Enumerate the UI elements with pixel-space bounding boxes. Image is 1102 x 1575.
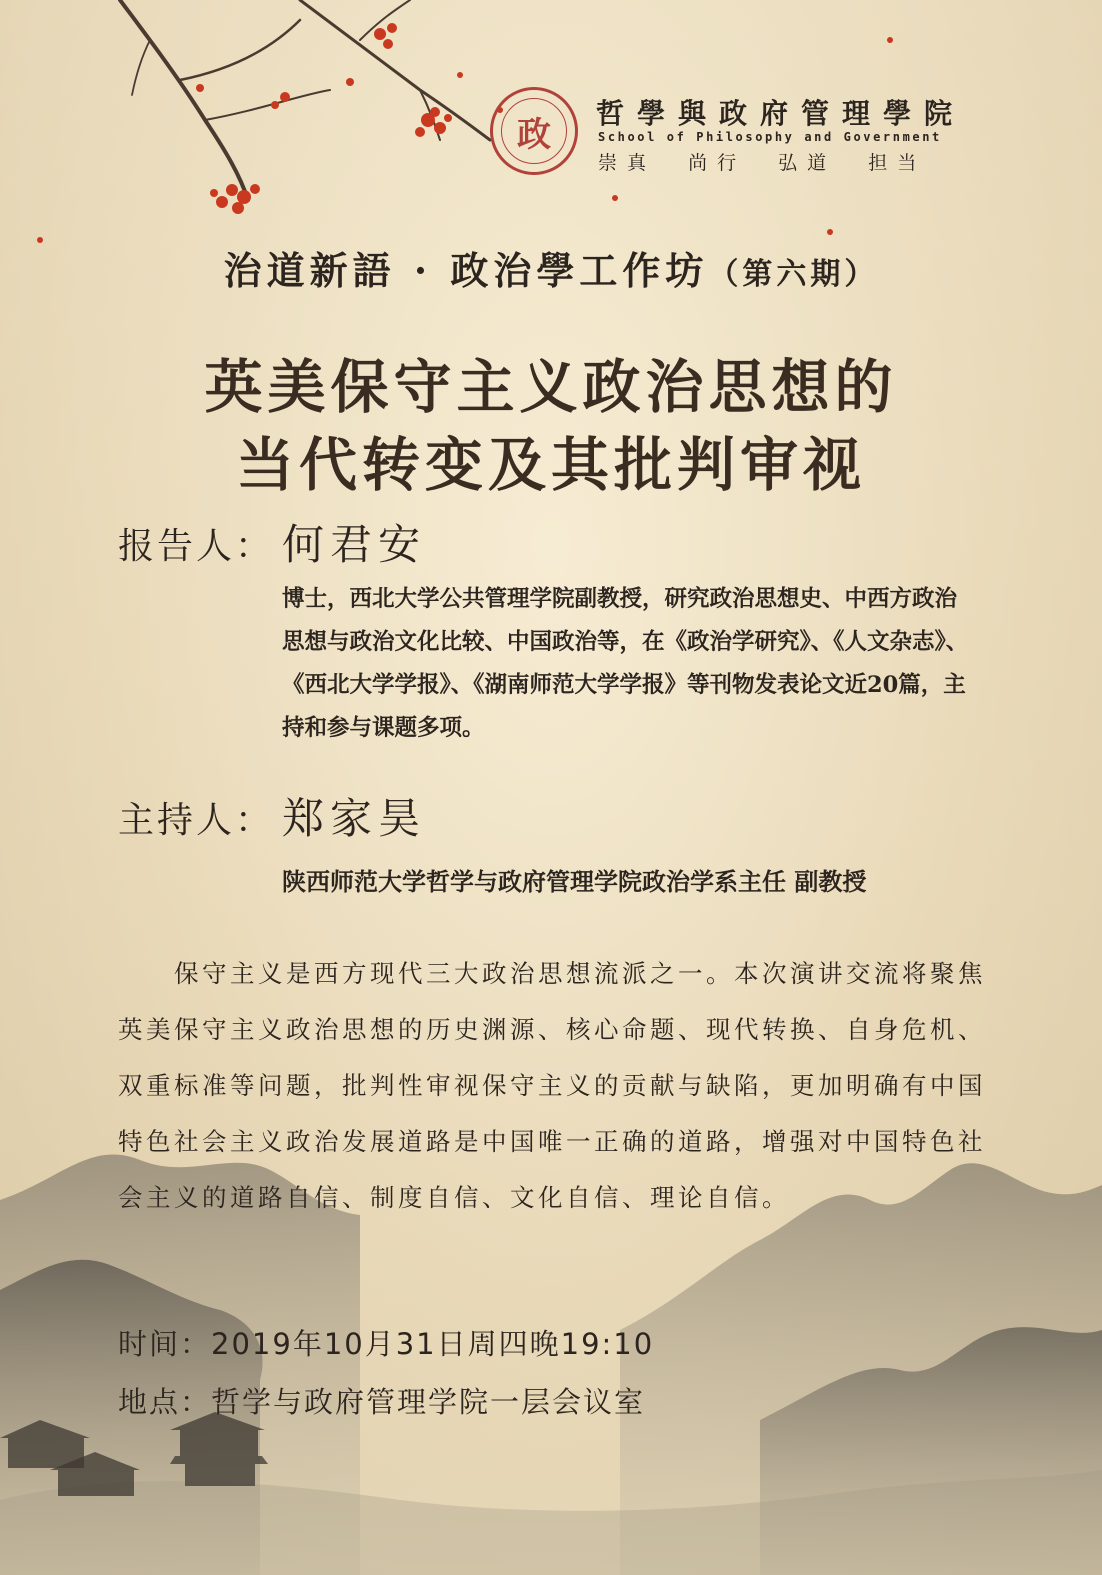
host-title: 陕西师范大学哲学与政府管理学院政治学系主任 副教授 [282,867,867,896]
host-name: 郑家昊 [282,794,427,843]
place-value: 哲学与政府管理学院一层会议室 [211,1385,646,1419]
series-issue: （第六期） [708,257,879,292]
series-name: 治道新語 · 政治學工作坊 [223,248,709,293]
motto-item: 弘道 [778,152,837,174]
event-place [118,1380,645,1421]
lecture-abstract: 保守主义是西方现代三大政治思想流派之一。本次演讲交流将聚焦英美保守主义政治思想的历史渊源、核心命题、现代转换、自身危机、双重标准等问题，批判性审视保守主义的贡献与缺陷，更加明确有中国特色社会主义政治发展道路是中国唯一正确的道路，增强对中国特色社会主义的道路自信、制度自信、文化自信、理论自信。 [118,959,986,1212]
seal-glyph: 政 [517,114,551,155]
plum-branch [120,0,490,200]
motto-item: 尚行 [688,152,747,174]
school-seal-logo [490,87,578,175]
lecture-title-line-2: 当代转变及其批判审视 [235,431,866,499]
time-label: 时间： [118,1327,212,1361]
place-label: 地点： [118,1385,212,1419]
school-motto [598,148,958,175]
motto-item: 崇真 [598,152,657,174]
series-heading [0,240,1102,295]
motto-item: 担当 [868,152,927,174]
seal-inner-ring [501,98,567,164]
school-name-cn: 哲學與政府管理學院 [596,97,966,130]
speaker-label: 报告人： [118,526,275,567]
host-label: 主持人： [118,800,275,841]
event-time [118,1322,654,1363]
speaker-bio: 博士，西北大学公共管理学院副教授，研究政治思想史、中西方政治思想与政治文化比较、中国政治等，在《政治学研究》、《人文杂志》、《西北大学学报》、《湖南师范大学学报》等刊物发表论文近20篇，主持和参与课题多项。 [282,586,969,741]
speaker-name: 何君安 [282,520,427,569]
lecture-title-line-1: 英美保守主义政治思想的 [204,353,898,421]
school-name-en: School of Philosophy and Government [598,130,942,144]
time-value: 2019年10月31日周四晚19:10 [211,1327,655,1361]
